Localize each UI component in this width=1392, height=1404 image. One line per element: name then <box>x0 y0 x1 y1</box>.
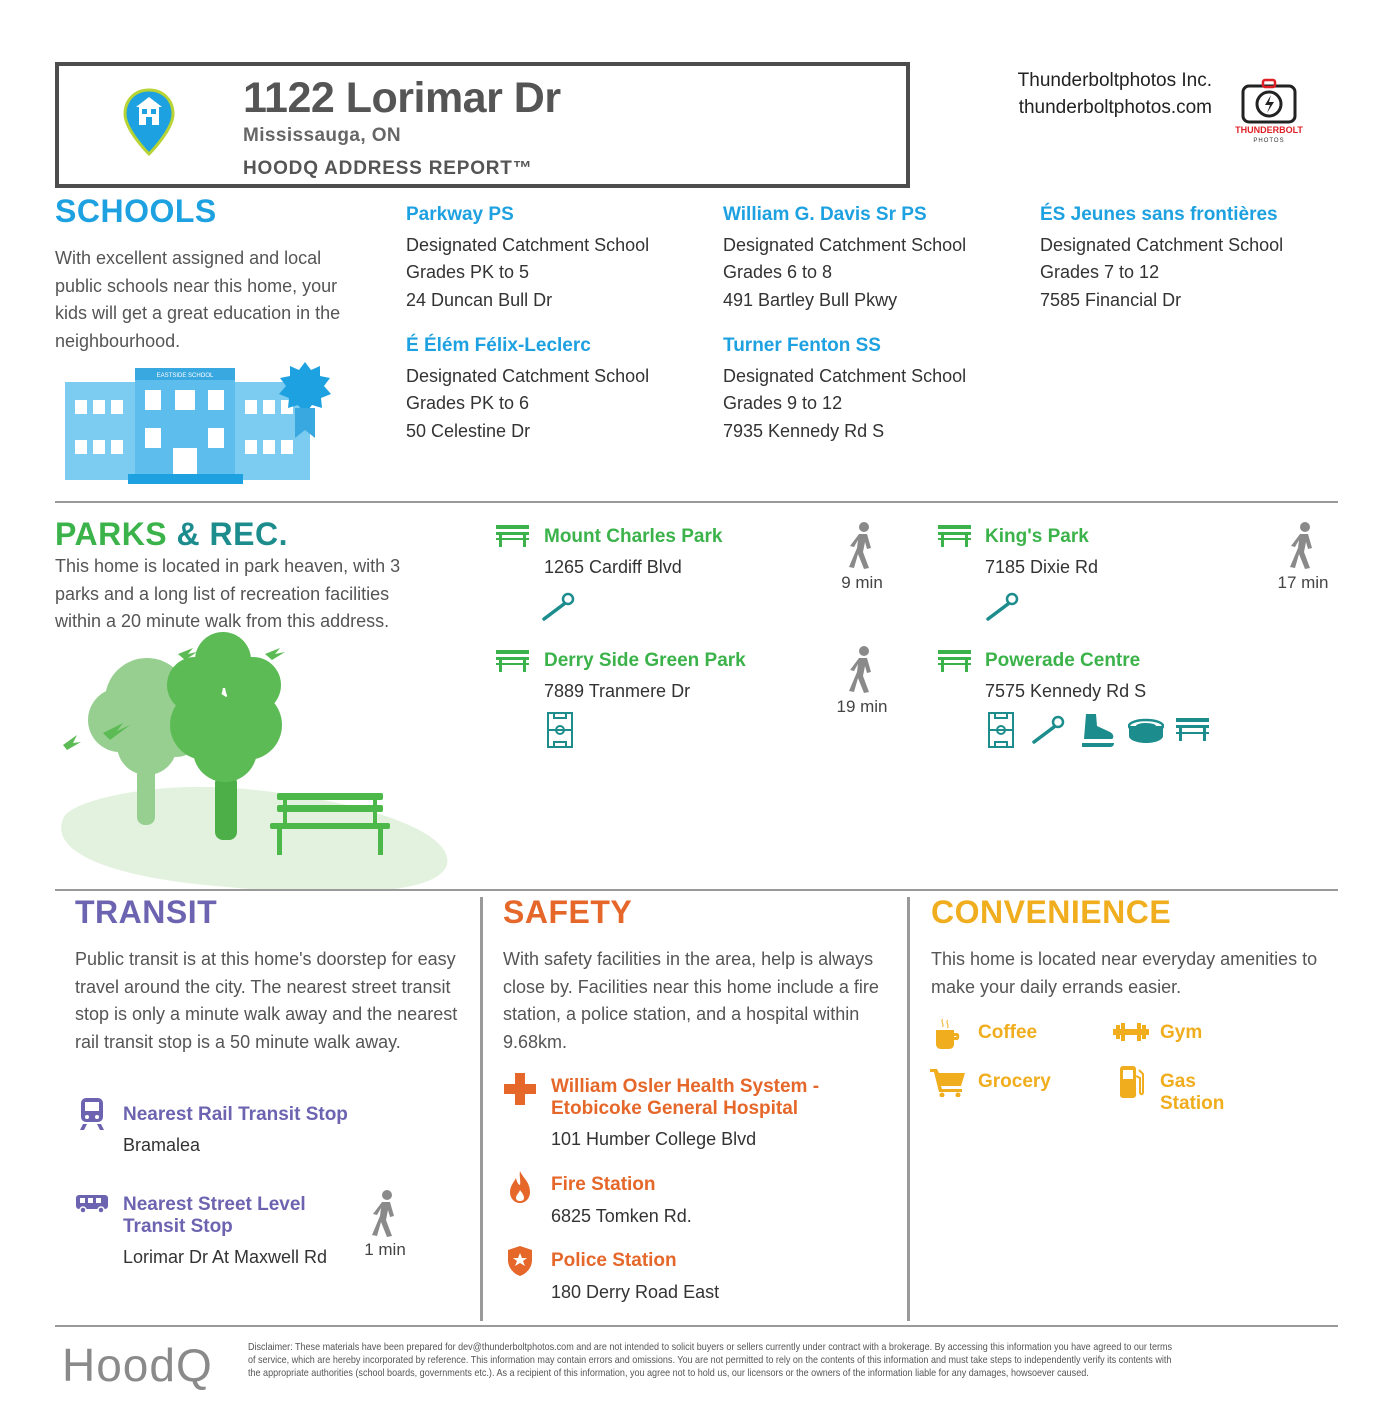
hospital-title-line-1: William Osler Health System - <box>551 1076 820 1097</box>
park-name[interactable]: King's Park <box>985 526 1089 547</box>
hoodq-logo[interactable]: HoodQ <box>62 1339 213 1391</box>
brand-name: Thunderboltphotos Inc. <box>1017 70 1212 91</box>
walk-time: 17 min <box>1277 573 1329 592</box>
school-card[interactable] <box>406 204 706 314</box>
school-type: Designated Catchment School <box>406 366 650 386</box>
baseball-icon <box>542 592 576 622</box>
gas-station-label-line-1: Gas <box>1160 1071 1196 1092</box>
school-type: Designated Catchment School <box>723 366 967 386</box>
parks-description: This home is located in park heaven, with 3 parks and a long list of recreation facilities within a 20 minute walk from this address. <box>55 556 401 631</box>
park-address: 1265 Cardiff Blvd <box>544 557 682 577</box>
coffee-icon <box>933 1018 961 1050</box>
arena-icon <box>1128 718 1164 744</box>
school-card[interactable] <box>723 204 1023 314</box>
disclaimer-line-3: the appropriate authorities (school boards, governments etc.). As a recipient of this information, you agree not to hold us, our licensors or the owners of the information liable for any damages, howsoever caused. <box>248 1367 1089 1379</box>
school-address: 7935 Kennedy Rd S <box>723 420 885 441</box>
school-building-illustration <box>60 360 335 490</box>
walking-person-icon <box>849 646 877 694</box>
safety-description: With safety facilities in the area, help is always close by. Facilities near this home include a fire station, a police station, and a hospital within 9.68km. <box>503 949 879 1052</box>
police-station-address: 180 Derry Road East <box>551 1282 720 1302</box>
school-grades: Grades PK to 6 <box>406 393 530 414</box>
gym-icon <box>1113 1022 1149 1042</box>
convenience-description: This home is located near everyday amenities to make your daily errands easier. <box>931 949 1318 997</box>
baseball-icon <box>1032 715 1066 745</box>
school-name[interactable]: William G. Davis Sr PS <box>723 204 927 225</box>
soccer-field-icon <box>988 712 1014 748</box>
skate-icon <box>1080 712 1116 748</box>
school-name[interactable]: Parkway PS <box>406 204 514 225</box>
walking-person-icon <box>849 522 877 570</box>
address-title: 1122 Lorimar Dr <box>243 74 561 122</box>
address-city: Mississauga, ON <box>243 125 402 146</box>
walking-person-icon <box>372 1190 400 1238</box>
school-address: 7585 Financial Dr <box>1040 289 1182 310</box>
transit-description: Public transit is at this home's doorstep for easy travel around the city. The nearest street transit stop is only a minute walk away and the nearest rail transit stop is a 50 minute walk away. <box>75 949 458 1052</box>
street-transit-stop: Lorimar Dr At Maxwell Rd <box>123 1247 328 1267</box>
walk-time: 1 min <box>364 1240 406 1259</box>
fire-station-address: 6825 Tomken Rd. <box>551 1206 692 1226</box>
school-address: 491 Bartley Bull Pkwy <box>723 289 898 310</box>
park-name[interactable]: Mount Charles Park <box>544 526 723 547</box>
column-divider <box>907 897 910 1321</box>
parks-heading-rec: & REC. <box>176 516 288 552</box>
police-badge-icon <box>507 1245 533 1277</box>
train-icon <box>78 1097 106 1131</box>
camera-logo-icon <box>1228 76 1310 144</box>
picnic-table-icon <box>938 525 971 547</box>
school-name[interactable]: É Élém Félix-Leclerc <box>406 335 591 356</box>
park-address: 7185 Dixie Rd <box>985 557 1099 577</box>
school-sign-text: EASTSIDE SCHOOL <box>156 373 214 379</box>
section-divider <box>55 501 1338 503</box>
street-transit-title-line-2: Transit Stop <box>123 1216 233 1237</box>
logo-text-main: THUNDERBOLT <box>1235 125 1303 135</box>
school-grades: Grades 7 to 12 <box>1040 262 1160 283</box>
walk-time: 9 min <box>841 573 883 592</box>
park-illustration <box>55 630 455 890</box>
school-type: Designated Catchment School <box>1040 235 1284 255</box>
school-name[interactable]: ÉS Jeunes sans frontières <box>1040 204 1278 225</box>
parks-heading <box>55 516 288 553</box>
hospital-cross-icon <box>504 1073 536 1105</box>
report-label: HOODQ ADDRESS REPORT™ <box>243 158 533 179</box>
school-grades: Grades PK to 5 <box>406 262 530 283</box>
baseball-icon <box>986 592 1020 622</box>
park-address: 7575 Kennedy Rd S <box>985 681 1147 701</box>
disclaimer-line-1: Disclaimer: These materials have been prepared for dev@thunderboltphotos.com and are not intended to solicit buyers or sellers currently under contract with a brokerage. By accessing this information you have agreed to our terms <box>248 1341 1173 1353</box>
parks-heading-main: PARKS <box>55 516 168 552</box>
brand-url[interactable]: thunderboltphotos.com <box>1018 97 1212 118</box>
picnic-table-icon <box>496 525 529 547</box>
coffee-label[interactable]: Coffee <box>978 1022 1038 1043</box>
picnic-table-icon <box>938 650 971 672</box>
schools-heading: SCHOOLS <box>55 193 217 229</box>
safety-heading: SAFETY <box>503 894 633 930</box>
rail-transit-stop: Bramalea <box>123 1135 201 1155</box>
park-address: 7889 Tranmere Dr <box>544 681 691 701</box>
hospital-address: 101 Humber College Blvd <box>551 1129 757 1149</box>
school-card[interactable] <box>406 335 706 445</box>
school-address: 24 Duncan Bull Dr <box>406 289 553 310</box>
school-card[interactable] <box>1040 204 1340 314</box>
gas-station-label-line-2: Station <box>1160 1093 1225 1114</box>
schools-description: With excellent assigned and local public schools near this home, your kids will get a great education in the neighbourhood. <box>55 248 341 351</box>
school-name[interactable]: Turner Fenton SS <box>723 335 881 356</box>
school-address: 50 Celestine Dr <box>406 420 531 441</box>
street-transit-title[interactable] <box>123 1194 306 1238</box>
fire-station-title[interactable]: Fire Station <box>551 1174 656 1195</box>
police-station-title[interactable]: Police Station <box>551 1250 677 1271</box>
disclaimer-line-2: of service, which are hereby incorporated by reference. This information may contain errors and omissions. You are not permitted to rely on the contents of this information and must take steps to independently verify its contents with <box>248 1354 1172 1366</box>
gas-station-label[interactable] <box>1160 1071 1224 1115</box>
school-type: Designated Catchment School <box>406 235 650 255</box>
hospital-title[interactable] <box>551 1076 819 1120</box>
walk-time: 19 min <box>836 697 888 716</box>
gas-station-icon <box>1118 1064 1144 1100</box>
column-divider <box>480 897 483 1321</box>
school-card[interactable] <box>723 335 1023 445</box>
convenience-heading: CONVENIENCE <box>931 894 1172 930</box>
school-type: Designated Catchment School <box>723 235 967 255</box>
footer-divider <box>55 1325 1338 1327</box>
picnic-table-icon <box>496 650 529 672</box>
disclaimer <box>248 1341 1185 1387</box>
school-grades: Grades 9 to 12 <box>723 393 843 414</box>
home-pin-icon <box>122 88 176 158</box>
fire-icon <box>509 1170 531 1204</box>
street-transit-title-line-1: Nearest Street Level <box>123 1194 306 1215</box>
logo-text-sub: PHOTOS <box>1253 138 1285 144</box>
hospital-title-line-2: Etobicoke General Hospital <box>551 1098 799 1119</box>
picnic-table-icon <box>1176 718 1209 742</box>
gym-label[interactable]: Gym <box>1160 1022 1203 1043</box>
walking-person-icon <box>1290 522 1318 570</box>
park-name[interactable]: Derry Side Green Park <box>544 650 746 671</box>
park-name[interactable]: Powerade Centre <box>985 650 1141 671</box>
soccer-field-icon <box>547 712 573 748</box>
rail-transit-title[interactable]: Nearest Rail Transit Stop <box>123 1104 348 1125</box>
grocery-label[interactable]: Grocery <box>978 1071 1051 1092</box>
section-divider <box>55 889 1338 891</box>
bus-icon <box>75 1194 109 1214</box>
grocery-cart-icon <box>930 1067 966 1097</box>
school-grades: Grades 6 to 8 <box>723 262 833 283</box>
transit-heading: TRANSIT <box>75 894 218 930</box>
